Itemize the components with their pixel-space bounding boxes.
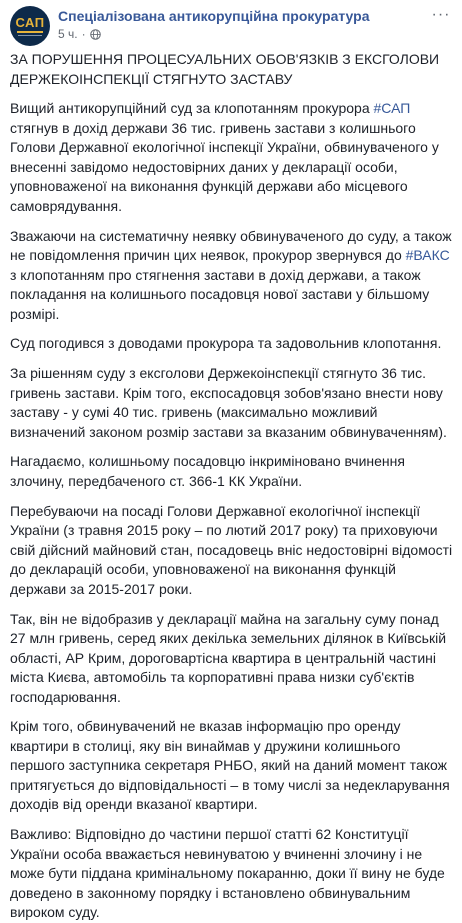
paragraph-1-text-b: стягнув в дохід держави 36 тис. гривень застави з колишнього Голови Державної екологічної інспекції України, обвинуваченого у внесенні завідомо недостовірних даних у декларації особи, уповноваженої на виконання функцій держави або місцевого самоврядування. (10, 119, 439, 214)
globe-icon[interactable] (90, 29, 101, 40)
paragraph-1 (10, 99, 454, 216)
logo-line (18, 35, 42, 36)
paragraph-2-text-b: з клопотанням про стягнення застави в дохід держави, а також покладання на колишнього посадовця нової застави у більшому розмірі. (10, 266, 430, 322)
page-name-link[interactable]: Спеціалізована антикорупційна прокуратура (58, 8, 370, 24)
post-header (10, 0, 454, 50)
post-meta (58, 6, 454, 41)
page-avatar[interactable] (10, 6, 50, 46)
paragraph-6: Перебуваючи на посаді Голови Державної екологічної інспекції України (з травня 2015 року – по лютий 2017 року) та приховуючи свій дійсний майновий стан, посадовець вніс недостовірні відомості до декларацій особи, уповноваженої на виконання функцій держави за 2015-2017 роки. (10, 502, 453, 597)
post-subline (58, 27, 454, 41)
paragraph-1-text-a: Вищий антикорупційний суд за клопотанням прокурора (10, 100, 374, 117)
post-time-link[interactable]: 5 ч. (58, 27, 78, 41)
logo-bar (17, 31, 43, 33)
post-content (10, 50, 454, 923)
hashtag-sap-link[interactable]: #САП (373, 100, 411, 117)
paragraph-7: Так, він не відобразив у декларації майна на загальну суму понад 27 млн гривень, серед яких декілька земельних ділянок в Київській області, АР Крим, дороговартісна квартира в центральній частині міста Києва, автомобіль та корпоративні права низки суб'єктів господарювання. (10, 610, 447, 705)
paragraph-9: Важливо: Відповідно до частини першої статті 62 Конституції України особа вважається невинуватою у вчиненні злочину і не може бути піддана кримінальному покаранню, доки її вину не буде доведено в законному порядку і встановлено обвинувальним вироком суду. (10, 826, 445, 921)
paragraph-8: Крім того, обвинувачений не вказав інформацію про оренду квартири в столиці, яку він винаймав у дружини колишнього першого заступника секретаря РНБО, який на даний момент також притягується до відповідальності – в тому числі за недекларування доходів від оренди вказаної квартири. (10, 718, 450, 813)
paragraph-3: Суд погодився з доводами прокурора та задовольнив клопотання. (10, 335, 442, 352)
logo-text: САП (15, 15, 45, 30)
paragraph-2 (10, 227, 454, 325)
paragraph-2-text-a: Зважаючи на систематичну неявку обвинуваченого до суду, а також не повідомлення причин цих неявок, прокурор звернувся до (10, 227, 452, 264)
hashtag-vaks-link[interactable]: #ВАКС (405, 247, 450, 264)
more-options-icon[interactable]: ··· (431, 6, 451, 23)
paragraph-4: За рішенням суду з ексголови Держекоінспекції стягнуто 36 тис. гривень застави. Крім того, експосадовця зобов'язано внести нову заставу - у сумі 40 тис. гривень (максимально можливий визначений законом розмір застави за вказаним обвинуваченням). (10, 365, 447, 440)
paragraph-5: Нагадаємо, колишньому посадовцю інкриміновано вчинення злочину, передбаченого ст. 366-1 КК України. (10, 453, 405, 489)
separator-dot: · (81, 27, 86, 41)
post-title: ЗА ПОРУШЕННЯ ПРОЦЕСУАЛЬНИХ ОБОВ'ЯЗКІВ З ЕКСГОЛОВИ ДЕРЖЕКОІНСПЕКЦІЇ СТЯГНУТО ЗАСТАВУ (10, 51, 440, 87)
